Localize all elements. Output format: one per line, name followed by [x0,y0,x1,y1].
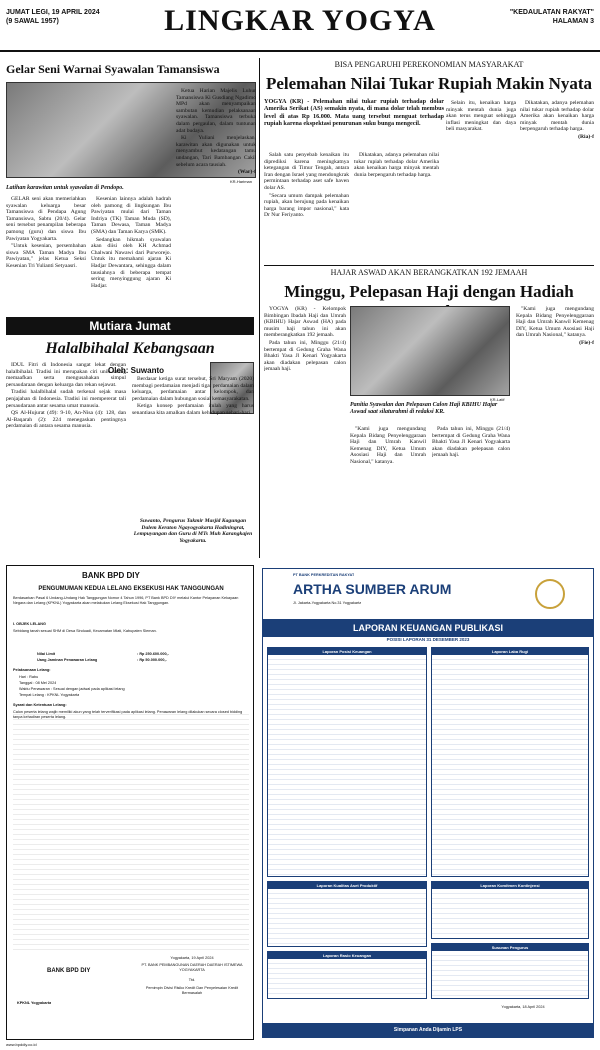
story2-headline: Pelemahan Nilai Tukar Rupiah Makin Nyata [265,74,593,93]
newspaper-title: LINGKAR YOGYA [164,4,436,37]
report-place-date: Yogyakarta, 18 April 2024 [501,1005,545,1009]
story2-col1 [264,152,349,262]
lelang-hari: Hari : Rabu [19,675,39,679]
story1-p3: Kesenian lainnya adalah hadrah oleh pamong di lingkungan Ibu Pawiyatan mulai dari Taman Indriya (TK) Taman Muda (SD), Taman Dewasa, Taman Madya (SMA) dan Taman Karya (SMK). [91,196,171,235]
jaminan-value: : Rp 50.000.000,- [137,658,167,662]
kpknl-label: KPKNL Yogyakarta [17,1001,52,1005]
lelang-tempat: Tempat Lelang : KPKNL Yogyakarta [19,693,80,697]
story2-p3: "Secara umum dampak pelemahan rupiah, akan berujung pada kenaikan harga barang impor nasional," kata Dr Nur Feriyanto. [264,192,349,219]
story1-lead: GELAR seni akan memeriahkan syawalan keluarga besar Tamansiswa di Pendapa Agung Tamansiswa, Sabtu (20/4). Gelar seni tersebut penampilan beberapa pamong (guru) dan siswa Ibu Pawiyatan Yogyakarta. [6,196,86,242]
story3-p2b: Pada tahun ini, Minggu (21/4) bertempat di Gedung Graha Wana Bhakti Yasa Jl Kenari Yogyakarta akan diadakan pelepasan calon jemaah haji. [432,426,510,459]
story2-p5b: Dikatakan, adanya pelemahan nilai tukar rupiah terhadap dolar Amerika akan kenaikan harga minyak mentah dunia berpengaruh terhadap harga. [520,100,594,133]
bank-emblem-icon [535,579,565,609]
website-url: www.bpddiy.co.id [6,1042,37,1047]
story3-headline: Minggu, Pelepasan Haji dengan Hadiah [284,282,574,301]
rubric-name: "KEDAULATAN RAKYAT" [509,9,594,16]
mutiara-author: Oleh: Suwanto [108,366,164,375]
story3-kicker: HAJAR ASWAD AKAN BERANGKATKAN 192 JEMAAH [330,268,528,277]
mutiara-p5: Ketiga konsep perdamaian itulah yang harus senantiasa kita amalkan dalam kehidupan sehari-hari. [132,403,254,416]
lelang-company: PT. BANK PEMBANGUNAN DAERAH DAERAH ISTIMEWA YOGYAKARTA [141,963,243,972]
table-income [431,647,589,877]
story3-photo-credit: KR-Latif [490,397,505,402]
section-divider [264,265,594,266]
story3-lead: YOGYA (KR) - Kelompok Bimbingan Ibadah Haji dan Umrah (KBIHU) Hajar Aswad (HA) pada musim haji tahun ini akan memberangkatkan 192 jemaah. [264,306,346,339]
story1-p4: Sedangkan hikmah syawalan akan diisi oleh KH Achmad Chalwani Nawawi dari Purworejo. Untuk itu memahami ajaran Ki Hadjar Dewantara, sehingga dalam tausiahnya di beberapa tempat sering menyinggung ajaran Ki Hadjar. [91,236,171,289]
table-asset-quality [267,881,427,947]
masthead [0,0,600,52]
story2-p2: Salah satu penyebab kenaikan itu diprediksi karena meningkatnya ketegangan di Timur Tengah, antara Iran dengan Israel yang mendongkrak permintaan terhadap aset safe haven dolar AS. [264,152,349,191]
table-ratios [267,951,427,999]
story1-caption: Latihan karawitan untuk syawalan di Pendopo. [6,185,124,191]
table-title: Laporan Laba Rugi [432,648,588,655]
lps-footer: Simpanan Anda Dijamin LPS [263,1023,593,1037]
date-hijri: (9 SAWAL 1957) [6,18,59,25]
story1-p6: Ki Yuliani menjelaskan, karawitan akan digunakan untuk menyambut kedatangan tamu undangan, Tari Bambangan Cakil sebelum acara tausiah. [176,135,256,168]
jaminan-label: Uang Jaminan Penawaran Lelang [37,658,98,662]
rubric [510,8,594,26]
story1-p5: Ketua Harian Majelis Luhur Tamansiswa Ki Gusdiang Ngadimo MPd akan menyampaikan sambutan kemudian pelaksanaan syawalan. Tamansiswa terbuka dalam pergaulan, dalam tuntunan adat budaya. [176,88,256,134]
story3-col4 [516,306,594,556]
bank-address: Jl. Jakarta-Yogyakarta No.31 Yogyakarta [293,601,362,605]
mutiara-jumat-banner: Mutiara Jumat [6,317,254,335]
limit-value: : Rp 250.600.000,- [137,652,169,656]
story2-col4 [520,100,594,262]
mutiara-signature: Suwanto, Pengurus Takmir Masjid Kagungan Dalem Keraton Ngayogyakarta Hadiningrat, Lempuyangan dan Guru di MTs Muh Karangkajen Yogyakarta. [133,518,253,544]
bank-bpd-logo: BANK BPD DIY [82,571,140,580]
table-balance-sheet [267,647,427,877]
table-title: Laporan Kualitas Aset Produktif [268,882,426,889]
table-title: Laporan Komitmen Kontinjensi [432,882,588,889]
story1-col2 [91,196,171,314]
table-title: Susunan Pengurus [432,944,588,951]
bank-name: ARTHA SUMBER ARUM [293,581,452,597]
lelang-ttd: Ttd. [188,978,196,982]
table-title: Laporan Rasio Keuangan [268,952,426,959]
lelang-intro: Berdasarkan Pasal 6 Undang-Undang Hak Tanggungan Nomor 4 Tahun 1996, PT Bank BPD DIY melalui Kantor Pelayanan Kekayaan Negara dan Lelang (KPKNL) Yogyakarta akan melakukan Lelang Eksekusi Hak Tanggungan. [13,596,239,605]
date-gregorian: JUMAT LEGI, 19 APRIL 2024 [6,9,100,16]
story3-col2 [350,426,426,556]
financial-report-ad [262,568,594,1038]
syarat-label: Syarat dan Ketentuan Lelang: [13,703,67,707]
story1-p2: "Untuk kesenian, persembahan siswa SMA Taman Madya Ibu Pawiyatan," jelas Ketua Seksi Kesenian Tri Yulianti Setyaasri. [6,243,86,269]
story1-col1 [6,196,86,314]
story3-photo [350,306,510,396]
bank-bpd-logo-small: BANK BPD DIY [47,968,91,974]
table-title: Laporan Posisi Keuangan [268,648,426,655]
page-number: HALAMAN 3 [552,18,594,25]
mutiara-title: Halalbihalal Kebangsaan [45,340,215,357]
lelang-objek: Sebidang tanah sesuai SHM di Desa Sinduadi, Kecamatan Mlati, Kabupaten Sleman. [13,629,157,633]
story2-lead: YOGYA (KR) - Pelemahan nilai tukar rupiah terhadap dolar Amerika Serikat (AS) semakin nyata, di mana dolar telah membus level di atas Rp 16.000. Mata uang tersebut menguat terhadap rupiah karena ekspektasi penurunan suku bunga mengecil. [264,98,444,128]
story2-kicker: BISA PENGARUHI PEREKONOMIAN MASYARAKAT [334,60,524,69]
lelang-syarat: Calon peserta lelang wajib memiliki akun yang telah terverifikasi pada aplikasi lelang. Penawaran lelang dilakukan secara closed bidding tanpa kehadiran peserta lelang. [13,710,249,950]
story1-photo-credit: KR-Hariman [230,179,253,184]
lelang-tanggal: Tanggal : 08 Mei 2024 [19,681,57,685]
report-banner: LAPORAN KEUANGAN PUBLIKASI [263,619,593,637]
report-org: PT BANK PERKREDITAN RAKYAT [293,573,355,577]
story3-p3b: "Kami juga mengundang Kepala Bidang Penyelenggaraan Haji dan Umrah Kanwil Kemenag DIY, Ketua Umum Asosiasi Haji dan Umrah Nasional," katanya. [516,306,594,339]
report-header [263,569,593,619]
limit-label: Nilai Limit [37,652,56,656]
story3-p3: "Kami juga mengundang Kepala Bidang Penyelenggaraan Haji dan Umrah Kanwil Kemenag DIY, Ketua Umum Asosiasi Haji dan Umrah Nasional," katanya. [350,426,426,465]
story2-col2 [354,152,439,262]
lelang-waktu: Waktu Penawaran : Sesuai dengan jadwal pada aplikasi lelang [19,687,125,691]
story2-end: (Ria)-f [578,133,594,140]
report-period: POSISI LAPORAN 31 DESEMBER 2023 [386,637,470,642]
mutiara-p3: QS Al-Hujurat (49): 9-10, An-Nisa (4): 128, dan Al-Baqarah (2): 224 menegaskan pentingnya perdamaian di antara sesama manusia. [6,410,126,430]
story1-col3 [176,88,256,314]
story3-col1 [264,306,346,556]
story1-end: (War)-f [237,169,256,176]
story3-col3 [432,426,510,556]
mutiara-col2 [132,376,254,516]
pelaksanaan-label: Pelaksanaan Lelang: [13,668,51,672]
story3-caption: Panitia Syawalan dan Pelepasan Calon Haji KBIHU Hajar Aswad saat silaturahmi di redaksi KR. [350,402,498,415]
lelang-objek-label: I. OBJEK LELANG [13,622,46,626]
story2-p4: Dikatakan, adanya pelemahan nilai tukar rupiah terhadap dolar Amerika akan kenaikan harga minyak mentah dunia berpengaruh terhadap harga. [354,152,439,178]
story3-end: (Fie)-f [579,339,594,346]
mutiara-col1 [6,362,126,557]
mutiara-p4: Berdasar ketiga surat tersebut, Sri Maryam (2020) membagi perdamaian menjadi tiga: perdamaian dalam keluarga, perdamaian antar kelompok, dan perdamaian dalam hubungan sosial kemasyarakatan. [132,376,254,402]
mutiara-p1: IDUL Fitri di Indonesia sangat lekat dengan halalbihalal. Tradisi ini merupakan ciri unik saling memaafkan serta mengusahakan simpul persaudaraan dengan keluarga dan rekan sejawat. [6,362,126,388]
story3-p2: Pada tahun ini, Minggu (21/4) bertempat di Gedung Graha Wana Bhakti Yasa Jl Kenari Yogyakarta akan diadakan pelepasan calon jemaah haji. [264,339,346,373]
mutiara-p2: Tradisi halalbihalal sudah terkenal sejak masa penjajahan di Indonesia. Tradisi ini mempererat tali persaudaraan antar sesama umat manusia. [6,389,126,409]
table-commitment [431,881,589,939]
lelang-place-date: Yogyakarta, 19 April 2024 [170,956,214,960]
table-management [431,943,589,999]
lelang-ad [6,565,254,1040]
story2-p5: Selain itu, kenaikan harga minyak mentah dunia juga akan terus menguat sehingga inflasi meningkat dan daya beli masyarakat. [446,100,516,133]
lelang-signer: Pemimpin Divisi Risiko Kredit Dan Penyelesaian Kredit Bermasalah [145,986,239,995]
story1-headline: Gelar Seni Warnai Syawalan Tamansiswa [6,62,220,76]
story2-col3 [446,100,516,262]
lelang-title: PENGUMUMAN KEDUA LELANG EKSEKUSI HAK TANGGUNGAN [38,586,224,592]
column-divider [259,58,260,558]
